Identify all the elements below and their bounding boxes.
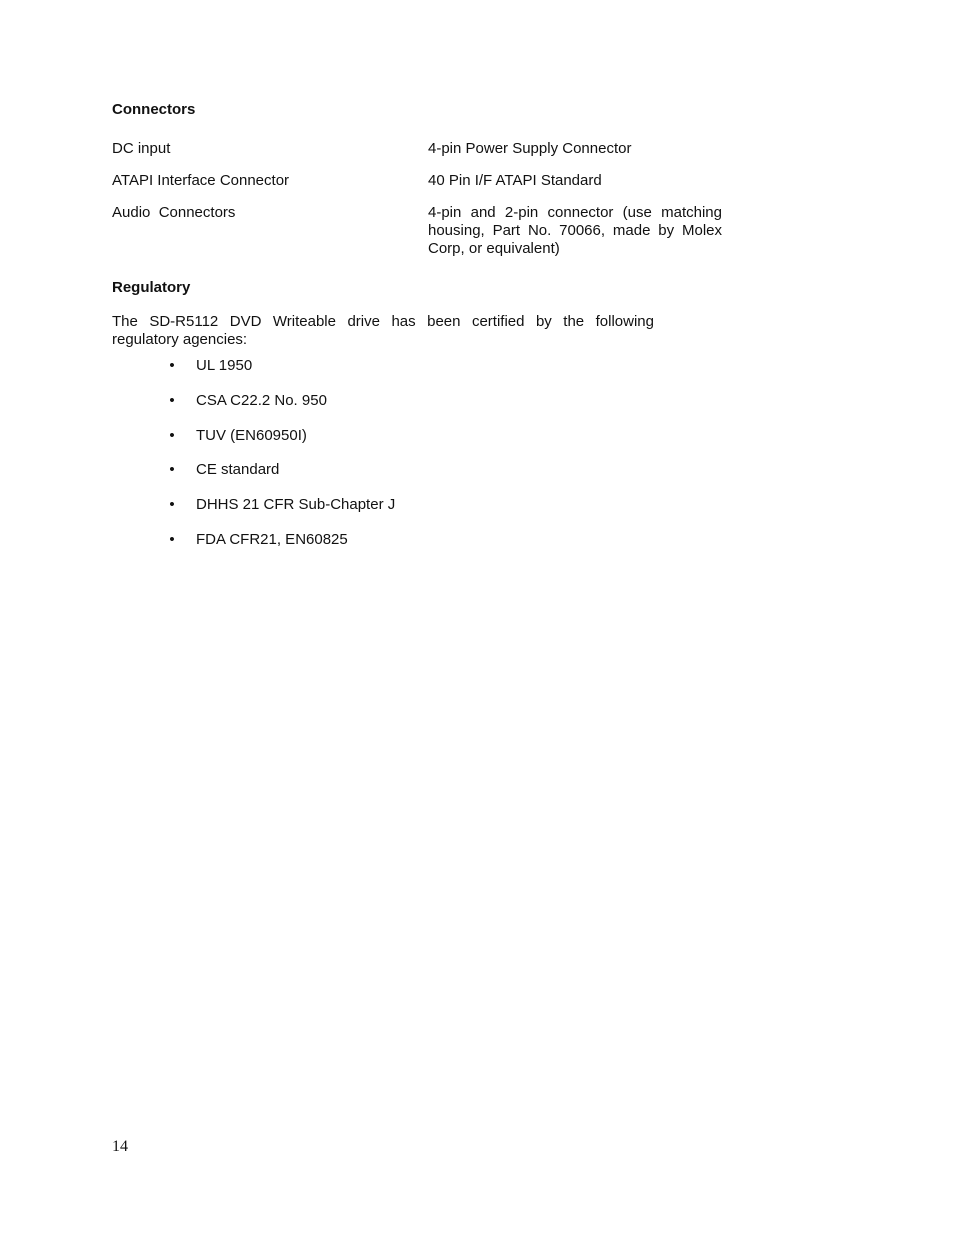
agency-name: TUV (EN60950I) <box>196 426 307 444</box>
bullet-icon: • <box>169 426 175 444</box>
regulatory-intro <box>112 313 654 349</box>
bullet-icon: • <box>169 461 175 479</box>
intro-line-1: The SD-R5112 DVD Writeable drive has been certified by the following <box>112 313 654 330</box>
spec-label: DC input <box>112 140 171 157</box>
bullet-icon: • <box>169 391 175 409</box>
bullet-icon: • <box>169 496 175 514</box>
spec-value: 4-pin Power Supply Connector <box>428 140 632 157</box>
agency-name: DHHS 21 CFR Sub-Chapter J <box>196 496 396 514</box>
agency-name: FDA CFR21, EN60825 <box>196 530 348 548</box>
connectors-heading: Connectors <box>112 101 196 118</box>
spec-value: 40 Pin I/F ATAPI Standard <box>428 172 602 189</box>
bullet-icon: • <box>169 357 175 374</box>
agency-name: UL 1950 <box>196 357 253 374</box>
agency-name: CSA C22.2 No. 950 <box>196 391 327 409</box>
intro-line-2: regulatory agencies: <box>112 331 248 348</box>
page-number: 14 <box>112 1138 128 1155</box>
regulatory-heading: Regulatory <box>112 279 191 296</box>
spec-value: 4-pin and 2-pin connector (use matching housing, Part No. 70066, made by Molex Corp, or equivalent) <box>428 204 722 257</box>
spec-label: ATAPI Interface Connector <box>112 172 290 189</box>
spec-label: Audio Connectors <box>112 204 236 221</box>
agency-name: CE standard <box>196 461 280 479</box>
bullet-icon: • <box>169 530 175 548</box>
